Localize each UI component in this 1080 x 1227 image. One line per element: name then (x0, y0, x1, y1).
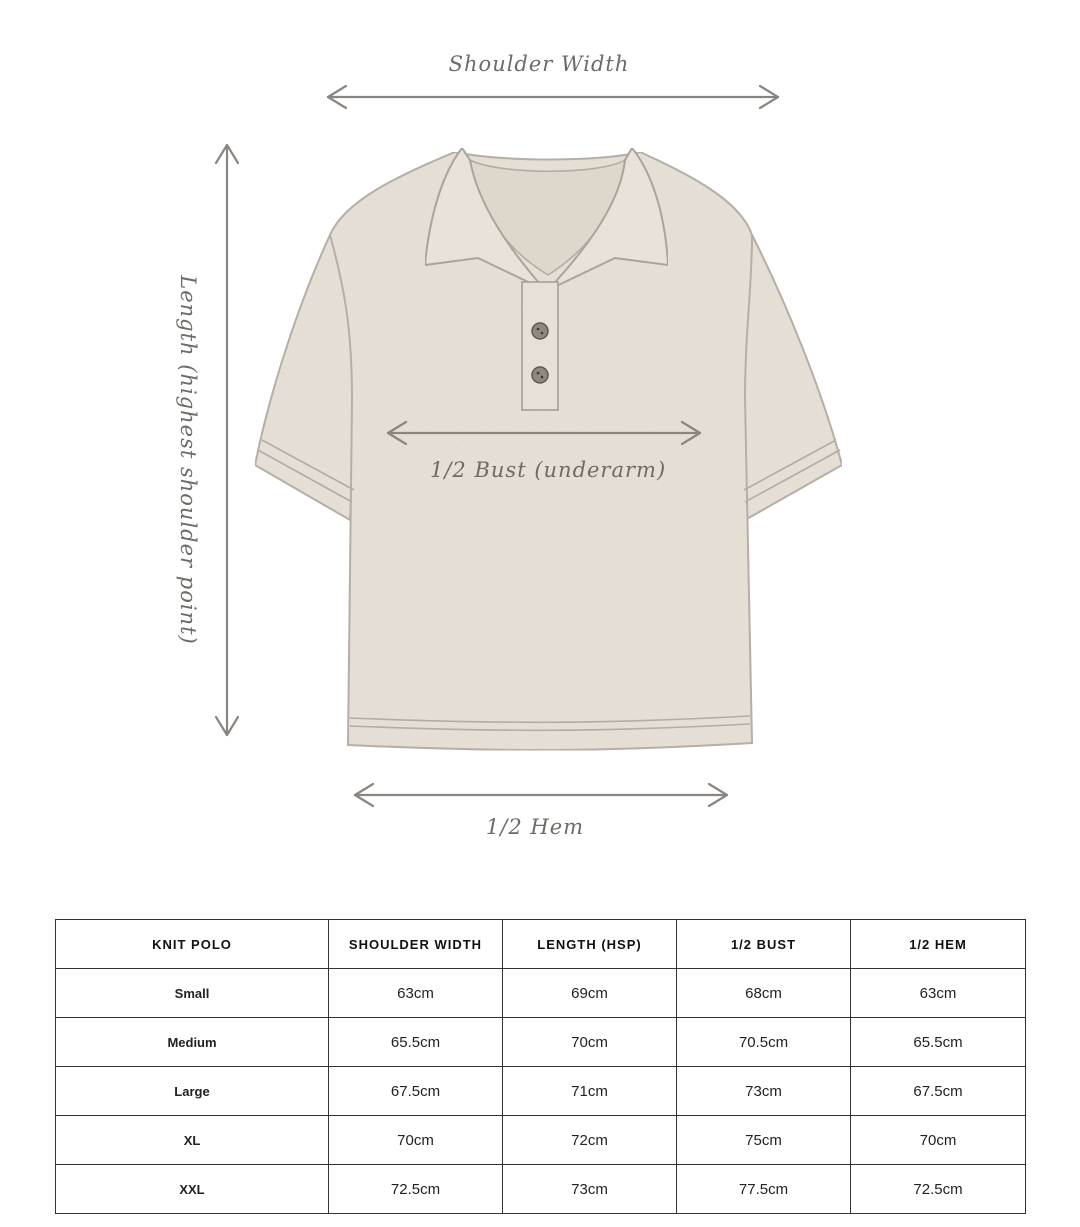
table-cell: 70cm (329, 1116, 503, 1165)
size-name: Large (56, 1067, 329, 1116)
table-cell: 73cm (677, 1067, 851, 1116)
half-hem-arrow (355, 784, 727, 806)
placket (522, 282, 558, 410)
table-cell: 72.5cm (851, 1165, 1026, 1214)
shoulder-width-arrow (328, 86, 778, 108)
shoulder-width-label: Shoulder Width (448, 52, 630, 76)
table-cell: 72.5cm (329, 1165, 503, 1214)
table-cell: 69cm (503, 969, 677, 1018)
table-row (56, 1018, 1026, 1067)
size-chart-table (55, 919, 1026, 1214)
table-cell: 68cm (677, 969, 851, 1018)
button-icon (532, 323, 548, 339)
table-cell: 70.5cm (677, 1018, 851, 1067)
size-name: Small (56, 969, 329, 1018)
column-header-shoulder-width: SHOULDER WIDTH (329, 920, 503, 969)
column-header-half-hem: 1/2 HEM (851, 920, 1026, 969)
half-hem-label: 1/2 Hem (485, 815, 585, 839)
size-name: XL (56, 1116, 329, 1165)
table-cell: 71cm (503, 1067, 677, 1116)
column-header-product: KNIT POLO (56, 920, 329, 969)
table-cell: 77.5cm (677, 1165, 851, 1214)
table-cell: 67.5cm (329, 1067, 503, 1116)
size-name: XXL (56, 1165, 329, 1214)
measurement-diagram: Shoulder Width Length (highest shoulder point) 1/2 Bust (underarm) 1/2 Hem (0, 0, 1080, 880)
table-cell: 67.5cm (851, 1067, 1026, 1116)
table-header-row (56, 920, 1026, 969)
column-header-length: LENGTH (HSP) (503, 920, 677, 969)
table-row (56, 969, 1026, 1018)
half-bust-label: 1/2 Bust (underarm) (430, 458, 667, 482)
table-cell: 65.5cm (329, 1018, 503, 1067)
column-header-half-bust: 1/2 BUST (677, 920, 851, 969)
table-cell: 73cm (503, 1165, 677, 1214)
table-row (56, 1165, 1026, 1214)
table-cell: 72cm (503, 1116, 677, 1165)
size-name: Medium (56, 1018, 329, 1067)
table-cell: 65.5cm (851, 1018, 1026, 1067)
table-cell: 63cm (851, 969, 1026, 1018)
table-cell: 75cm (677, 1116, 851, 1165)
table-cell: 70cm (851, 1116, 1026, 1165)
length-arrow (216, 145, 238, 735)
table-cell: 63cm (329, 969, 503, 1018)
table-row (56, 1067, 1026, 1116)
table-cell: 70cm (503, 1018, 677, 1067)
table-row (56, 1116, 1026, 1165)
button-icon (532, 367, 548, 383)
